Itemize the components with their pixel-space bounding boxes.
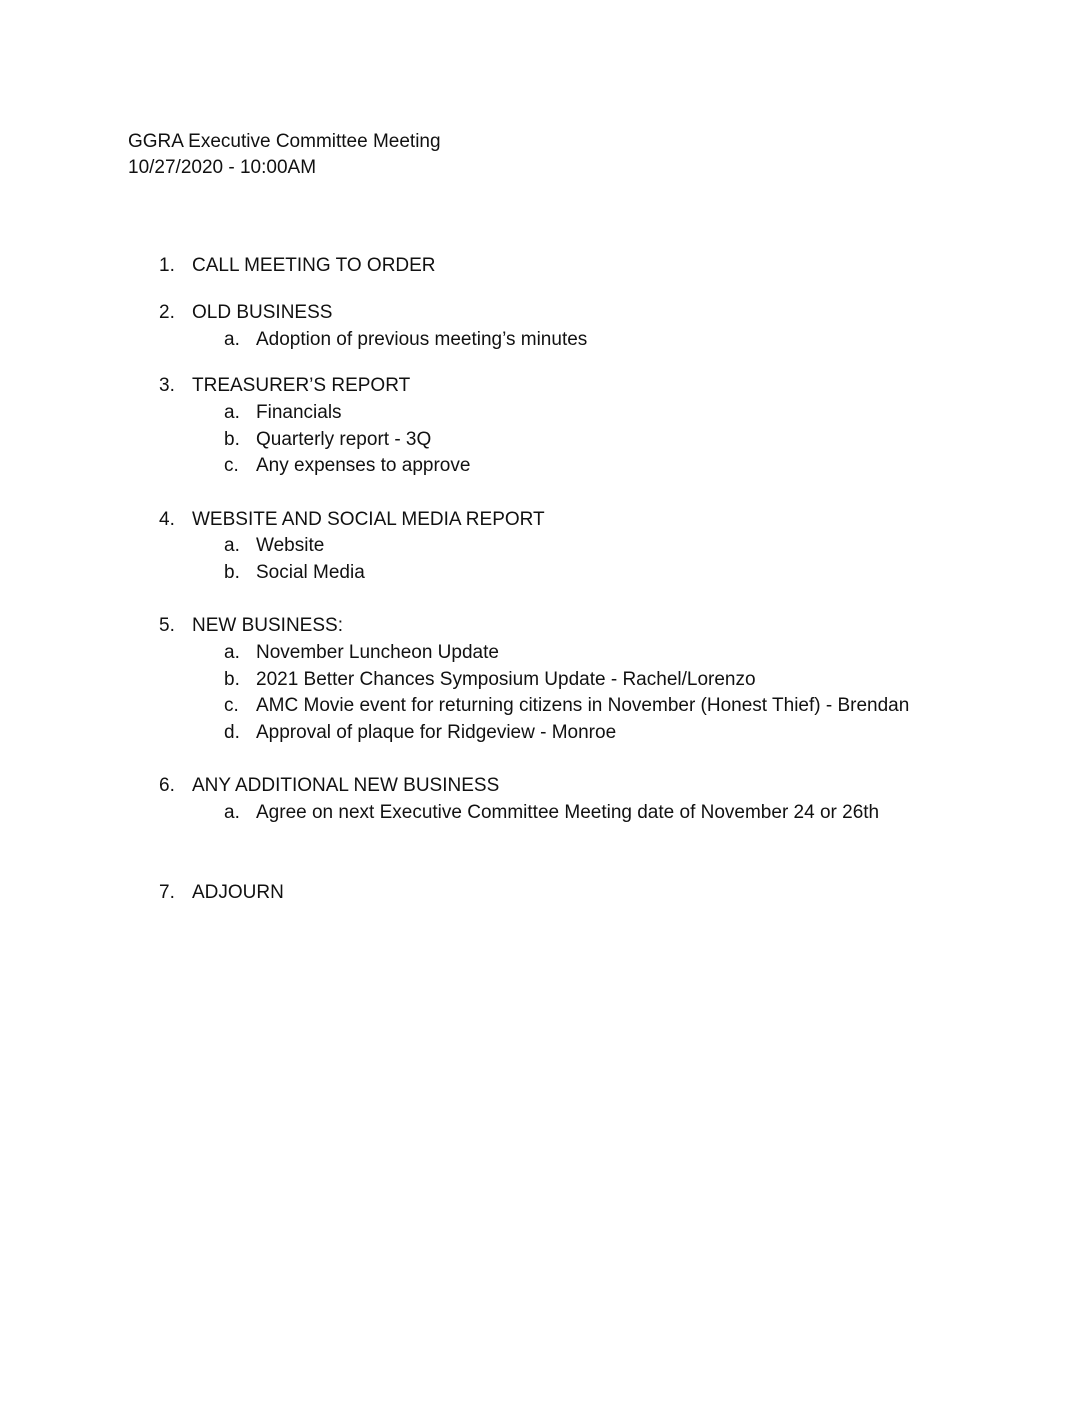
agenda-subitem-label: Financials [256, 402, 342, 423]
agenda-item-number: 4. [159, 509, 175, 530]
document-header [128, 129, 441, 181]
agenda-subitem-label: 2021 Better Chances Symposium Update - Rachel/Lorenzo [256, 669, 756, 690]
agenda-item-label: WEBSITE AND SOCIAL MEDIA REPORT [192, 509, 545, 530]
agenda-item-number: 1. [159, 255, 175, 276]
agenda-subitem-label: Approval of plaque for Ridgeview - Monroe [256, 722, 617, 743]
agenda-item-label: ADJOURN [192, 882, 284, 903]
agenda-subitem-label: Any expenses to approve [256, 455, 471, 476]
agenda-subitem-letter: a. [224, 642, 240, 663]
agenda-subitem-letter: c. [224, 695, 239, 716]
agenda-subitem-letter: a. [224, 329, 240, 350]
agenda-subitem-letter: a. [224, 402, 240, 423]
agenda-subitem-letter: b. [224, 429, 240, 450]
agenda-item-number: 6. [159, 775, 175, 796]
agenda-subitem-label: Website [256, 535, 325, 556]
agenda-subitem-label: AMC Movie event for returning citizens in November (Honest Thief) - Brendan [256, 695, 910, 716]
agenda-item-label: NEW BUSINESS: [192, 615, 343, 636]
meeting-datetime: 10/27/2020 - 10:00AM [128, 157, 317, 178]
meeting-title: GGRA Executive Committee Meeting [128, 131, 441, 152]
agenda-subitem-letter: b. [224, 562, 240, 583]
agenda-subitem-label: Quarterly report - 3Q [256, 429, 432, 450]
agenda-subitem-label: Agree on next Executive Committee Meeting date of November 24 or 26th [256, 802, 880, 823]
agenda-subitem-label: Social Media [256, 562, 365, 583]
agenda-subitem-label: Adoption of previous meeting’s minutes [256, 329, 588, 350]
agenda-item-label: ANY ADDITIONAL NEW BUSINESS [192, 775, 500, 796]
agenda-item-number: 2. [159, 302, 175, 323]
agenda-item-label: TREASURER’S REPORT [192, 375, 411, 396]
agenda-item-label: OLD BUSINESS [192, 302, 333, 323]
agenda-item-number: 7. [159, 882, 175, 903]
agenda-subitem-letter: a. [224, 802, 240, 823]
agenda-subitem-label: November Luncheon Update [256, 642, 499, 663]
agenda-subitem-letter: d. [224, 722, 240, 743]
agenda-subitem-letter: a. [224, 535, 240, 556]
agenda-item-number: 5. [159, 615, 175, 636]
agenda-item-label: CALL MEETING TO ORDER [192, 255, 436, 276]
agenda-subitem-letter: c. [224, 455, 239, 476]
agenda-subitem-letter: b. [224, 669, 240, 690]
agenda-item-number: 3. [159, 375, 175, 396]
